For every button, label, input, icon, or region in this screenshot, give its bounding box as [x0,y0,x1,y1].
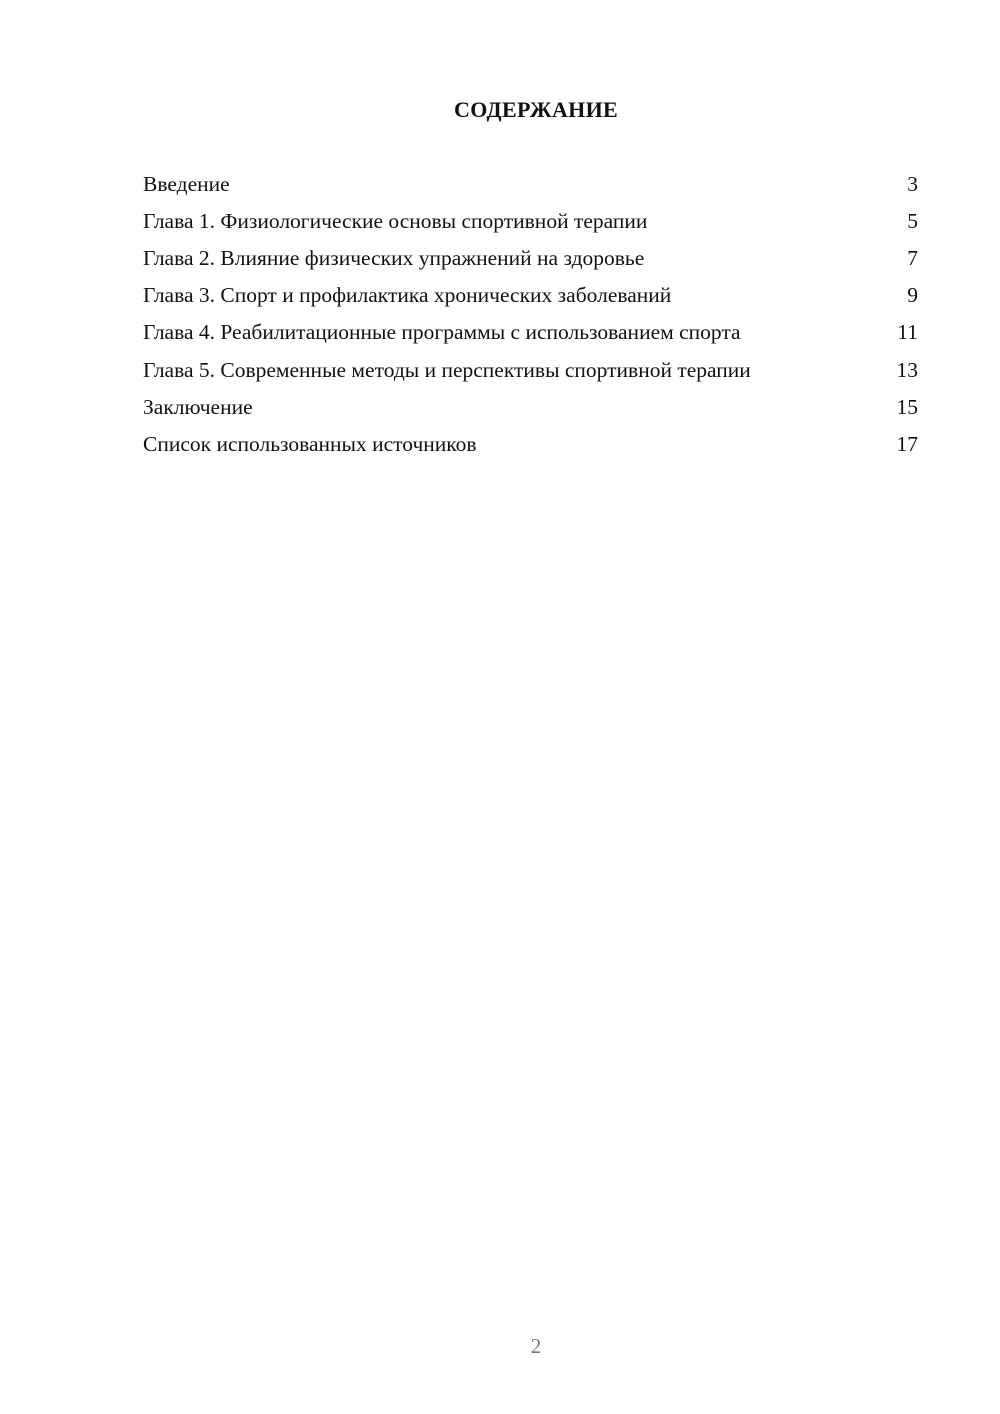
toc-entry-title: Глава 3. Спорт и профилактика хронических заболеваний [143,283,672,307]
toc-entry-chapter-4[interactable] [143,319,918,346]
toc-entry-title: Введение [143,172,230,196]
toc-entry-chapter-1[interactable] [143,208,918,235]
toc-entry-conclusion[interactable] [143,394,918,421]
toc-entry-page: 7 [907,246,918,270]
toc-entry-title: Глава 5. Современные методы и перспективы спортивной терапии [143,357,751,382]
toc-entry-title: Глава 4. Реабилитационные программы с использованием спорта [143,320,741,344]
toc-entry-chapter-5[interactable] [143,357,918,384]
toc-entry-page: 13 [896,357,918,382]
toc-entry-title: Список использованных источников [143,432,477,456]
toc-entry-chapter-2[interactable] [143,245,918,272]
toc-entry-chapter-3[interactable] [143,282,918,309]
page-number: 2 [530,1334,542,1358]
toc-entry-page: 5 [907,209,918,233]
toc-entry-introduction[interactable] [143,171,918,198]
toc-entry-title: Заключение [143,395,253,419]
toc-entry-page: 15 [896,395,918,419]
toc-entry-page: 11 [897,320,918,344]
table-of-contents [143,171,918,468]
toc-entry-title: Глава 1. Физиологические основы спортивной терапии [143,209,648,233]
toc-entry-title: Глава 2. Влияние физических упражнений на здоровье [143,246,645,270]
toc-entry-references[interactable] [143,431,918,458]
toc-entry-page: 17 [896,432,918,456]
toc-heading: СОДЕРЖАНИЕ [454,97,618,122]
toc-entry-page: 3 [907,172,918,196]
toc-entry-page: 9 [907,283,918,307]
